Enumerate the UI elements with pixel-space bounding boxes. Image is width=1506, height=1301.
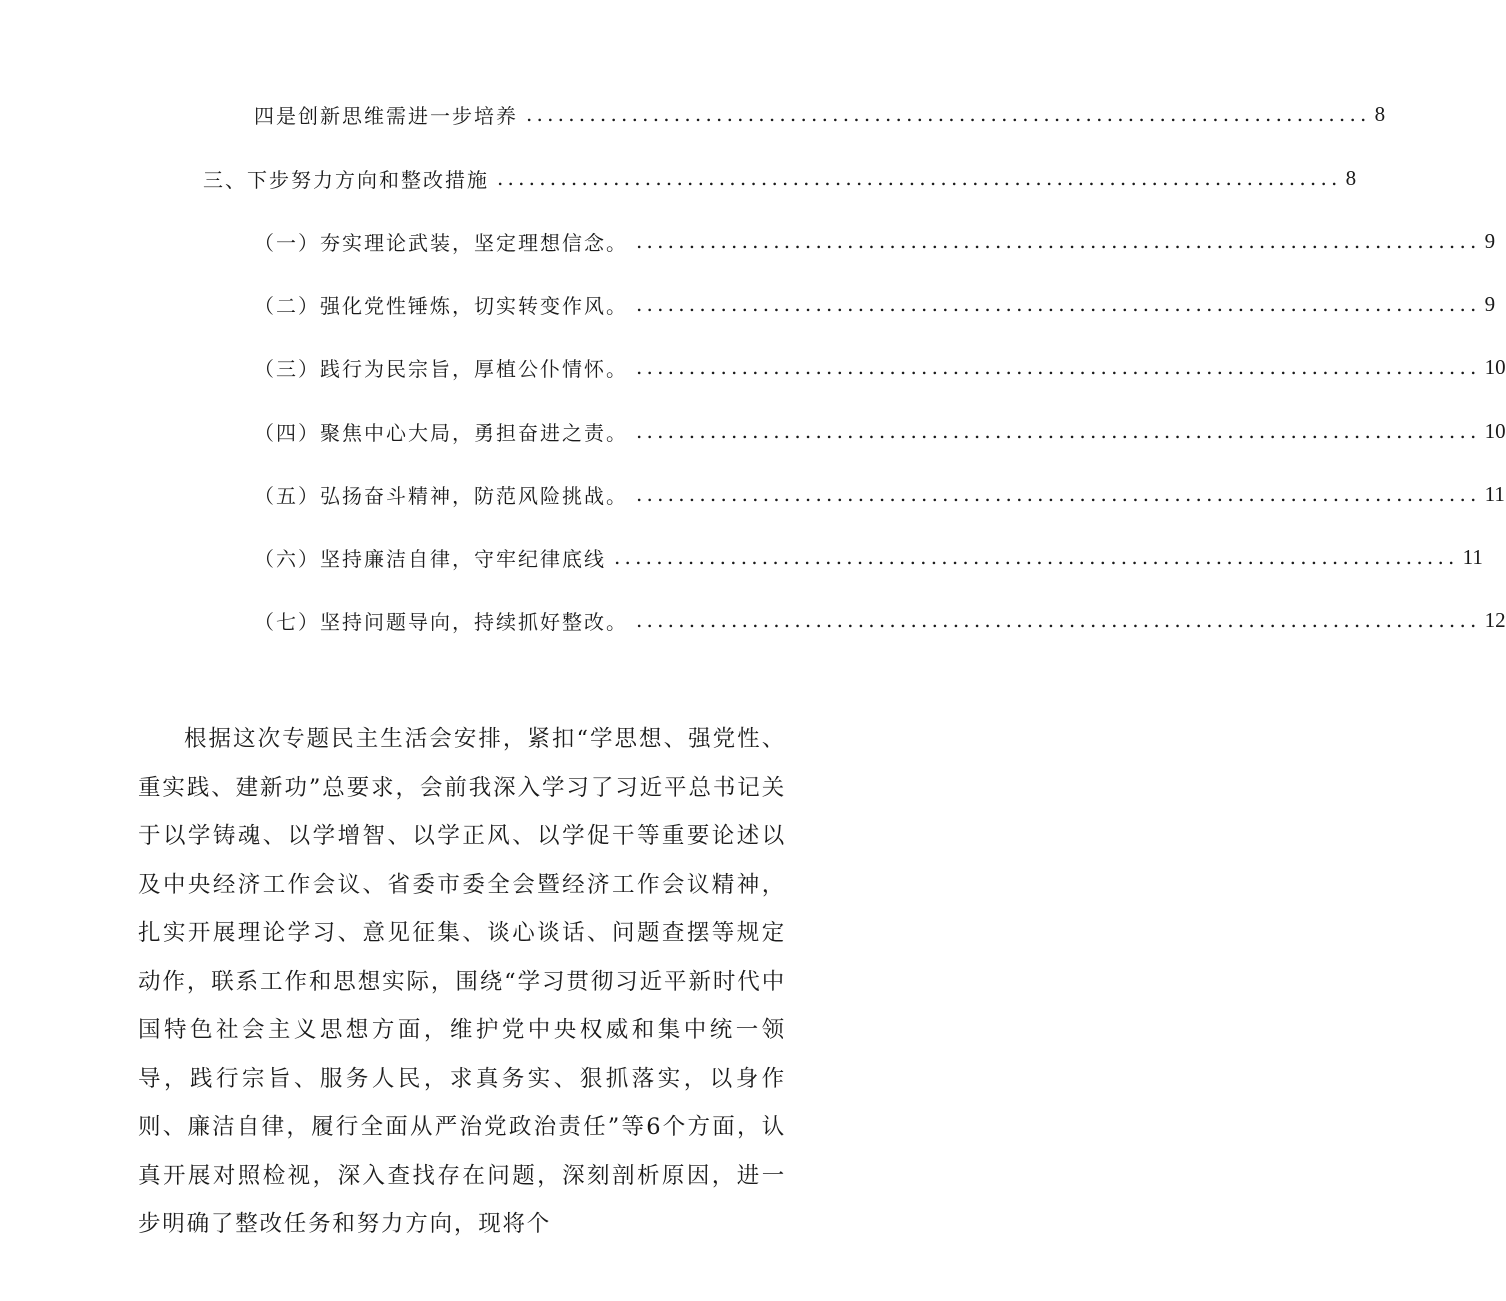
toc-entry[interactable] (203, 158, 1357, 198)
toc-page-number: 8 (1374, 101, 1386, 126)
toc-leader-dots: ................................................................................ (636, 355, 1481, 379)
toc-entry[interactable] (254, 94, 1386, 134)
toc-entry-text: （七）坚持问题导向，持续抓好整改。 (254, 609, 628, 634)
toc-entry-text: （六）坚持廉洁自律，守牢纪律底线 (254, 546, 606, 571)
toc-page-number: 11 (1484, 481, 1505, 506)
toc-entry-text: （一）夯实理论武装，坚定理想信念。 (254, 230, 628, 255)
body-paragraph: 根据这次专题民主生活会安排，紧扣“学思想、强党性、重实践、建新功”总要求，会前我深入学习了习近平总书记关于以学铸魂、以学增智、以学正风、以学促干等重要论述以及中央经济工作会议、省委市委全会暨经济工作会议精神，扎实开展理论学习、意见征集、谈心谈话、问题查摆等规定动作，联系工作和思想实际，围绕“学习贯彻习近平新时代中国特色社会主义思想方面，维护党中央权威和集中统一领导，践行宗旨、服务人民，求真务实、狠抓落实，以身作则、廉洁自律，履行全面从严治党政治责任”等6个方面，认真开展对照检视，深入查找存在问题，深刻剖析原因，进一步明确了整改任务和努力方向，现将个 (138, 726, 786, 1237)
toc-entry-text: （五）弘扬奋斗精神，防范风险挑战。 (254, 483, 628, 508)
toc-entry[interactable] (254, 221, 1496, 261)
toc-page-number: 11 (1462, 544, 1483, 569)
toc-entry-text: （四）聚焦中心大局，勇担奋进之责。 (254, 420, 628, 445)
toc-page-number: 8 (1345, 165, 1357, 190)
toc-entry-text: 三、下步努力方向和整改措施 (203, 167, 489, 192)
toc-entry[interactable] (254, 537, 1483, 577)
toc-leader-dots: ................................................................................ (636, 229, 1481, 253)
toc-page-number: 9 (1484, 228, 1496, 253)
toc-entry[interactable] (254, 600, 1506, 640)
toc-entry[interactable] (254, 284, 1496, 324)
toc-entry[interactable] (254, 411, 1506, 451)
toc-leader-dots: ................................................................................ (526, 102, 1371, 126)
toc-leader-dots: ................................................................................ (636, 292, 1481, 316)
toc-entry[interactable] (254, 474, 1505, 514)
toc-entry-text: 四是创新思维需进一步培养 (254, 103, 518, 128)
toc-leader-dots: ................................................................................ (636, 419, 1481, 443)
toc-leader-dots: ................................................................................ (497, 166, 1342, 190)
toc-entry[interactable] (254, 347, 1506, 387)
toc-page-number: 10 (1484, 354, 1506, 379)
toc-leader-dots: ................................................................................ (636, 608, 1481, 632)
toc-page-number: 12 (1484, 607, 1506, 632)
toc-page-number: 9 (1484, 291, 1496, 316)
toc-entry-text: （二）强化党性锤炼，切实转变作风。 (254, 293, 628, 318)
toc-leader-dots: ................................................................................ (636, 482, 1481, 506)
toc-leader-dots: ................................................................................ (614, 545, 1459, 569)
toc-entry-text: （三）践行为民宗旨，厚植公仆情怀。 (254, 356, 628, 381)
toc-page-number: 10 (1484, 418, 1506, 443)
